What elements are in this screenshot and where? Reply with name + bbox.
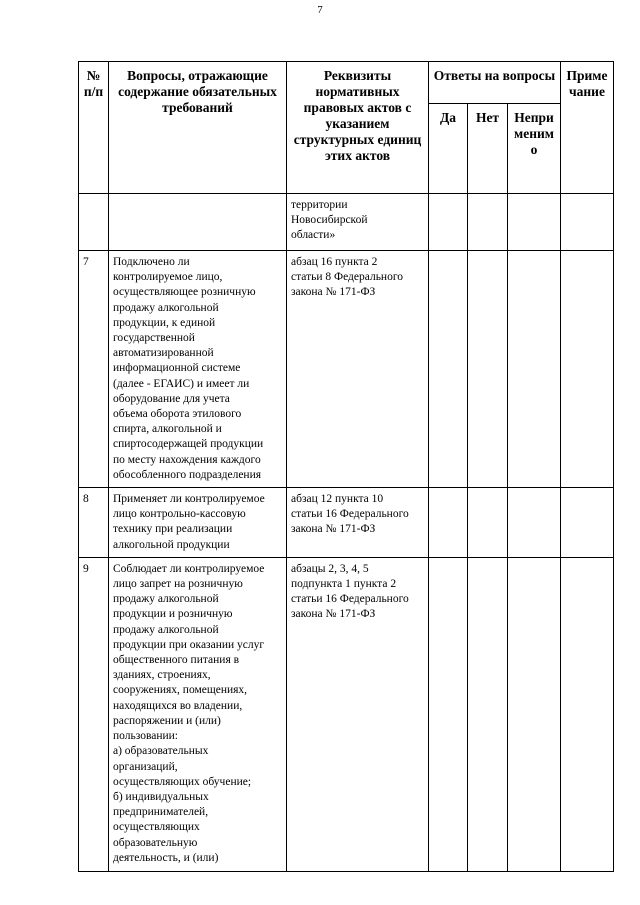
row-requisites-cell bbox=[287, 557, 429, 871]
header-note bbox=[561, 62, 614, 194]
row-question-cell bbox=[109, 251, 287, 488]
header-requisites bbox=[287, 62, 429, 194]
row-question: Подключено ли контролируемое лицо, осуществляющее розничную продажу алкогольной продукции, к единой государственной автоматизированной информационной системе (далее - ЕГАИС) и имеет ли оборудование для учета объема оборота этилового спирта, алкогольной и спиртосодержащей продукции по месту нахождения каждого обособленного подразделения bbox=[113, 256, 264, 481]
answer-no-cell[interactable] bbox=[468, 251, 508, 488]
answer-yes-cell[interactable] bbox=[429, 194, 468, 251]
row-requisites: абзацы 2, 3, 4, 5 подпункта 1 пункта 2 статьи 16 Федерального закона № 171-ФЗ bbox=[291, 562, 409, 621]
row-question: Применяет ли контролируемое лицо контрольно-кассовую технику при реализации алкогольной продукции bbox=[113, 493, 265, 551]
answer-yes-cell[interactable] bbox=[429, 488, 468, 558]
row-number-cell bbox=[79, 557, 109, 871]
header-note-label: Приме чание bbox=[566, 68, 608, 99]
answer-no-cell[interactable] bbox=[468, 194, 508, 251]
row-question-cell bbox=[109, 557, 287, 871]
header-no bbox=[468, 104, 508, 194]
row-question-cell bbox=[109, 488, 287, 558]
note-cell[interactable] bbox=[561, 557, 614, 871]
row-question-cell bbox=[109, 194, 287, 251]
answer-not-applicable-cell[interactable] bbox=[508, 194, 561, 251]
row-number bbox=[79, 194, 108, 202]
row-requisites: абзац 16 пункта 2 статьи 8 Федерального закона № 171-ФЗ bbox=[291, 256, 404, 299]
answer-yes-cell[interactable] bbox=[429, 557, 468, 871]
row-question: Соблюдает ли контролируемое лицо запрет на розничную продажу алкогольной продукции и розничную продажу алкогольной продукции при оказании услуг общественного питания в зданиях, строениях, сооружениях, помещениях, находящихся во владении, распоряжении и (или) пользовании: а) образовательных организаций, осуществляющих обучение; б) индивидуальных предпринимателей, осуществляющих образовательную деятельность, и (или) bbox=[113, 562, 265, 864]
row-number: 7 bbox=[83, 256, 89, 268]
header-not-applicable bbox=[508, 104, 561, 194]
row-number-cell bbox=[79, 194, 109, 251]
answer-yes-cell[interactable] bbox=[429, 251, 468, 488]
table-row bbox=[79, 557, 614, 871]
table-row bbox=[79, 251, 614, 488]
row-number-cell bbox=[79, 488, 109, 558]
answer-not-applicable-cell[interactable] bbox=[508, 251, 561, 488]
row-question bbox=[109, 194, 286, 202]
note-cell[interactable] bbox=[561, 251, 614, 488]
row-number: 9 bbox=[83, 562, 89, 575]
header-answers-label: Ответы на вопросы bbox=[433, 68, 556, 83]
answer-not-applicable-cell[interactable] bbox=[508, 488, 561, 558]
header-not-applicable-label: Непри меним о bbox=[514, 110, 554, 157]
header-questions-label: Вопросы, отражающие содержание обязательных требований bbox=[118, 68, 277, 115]
row-number: 8 bbox=[83, 493, 89, 506]
answer-not-applicable-cell[interactable] bbox=[508, 557, 561, 871]
header-number-label: № п/п bbox=[83, 68, 104, 99]
header-questions bbox=[109, 62, 287, 194]
header-answers bbox=[429, 62, 561, 104]
page-number: 7 bbox=[317, 4, 323, 16]
header-row-top bbox=[79, 62, 614, 104]
row-requisites: абзац 12 пункта 10 статьи 16 Федерального закона № 171-ФЗ bbox=[291, 493, 409, 536]
header-yes-label: Да bbox=[439, 110, 457, 125]
note-cell[interactable] bbox=[561, 488, 614, 558]
row-requisites-cell bbox=[287, 251, 429, 488]
header-yes bbox=[429, 104, 468, 194]
header-requisites-label: Реквизиты нормативных правовых актов с указанием структурных единиц этих актов bbox=[293, 68, 422, 163]
row-number-cell bbox=[79, 251, 109, 488]
table-row bbox=[79, 194, 614, 251]
note-cell[interactable] bbox=[561, 194, 614, 251]
header-no-label: Нет bbox=[475, 110, 500, 125]
checklist-table bbox=[78, 61, 614, 872]
row-requisites-cell bbox=[287, 194, 429, 251]
table-row bbox=[79, 488, 614, 558]
header-number bbox=[79, 62, 109, 194]
answer-no-cell[interactable] bbox=[468, 488, 508, 558]
row-requisites: территории Новосибирской области» bbox=[291, 199, 368, 242]
answer-no-cell[interactable] bbox=[468, 557, 508, 871]
row-requisites-cell bbox=[287, 488, 429, 558]
